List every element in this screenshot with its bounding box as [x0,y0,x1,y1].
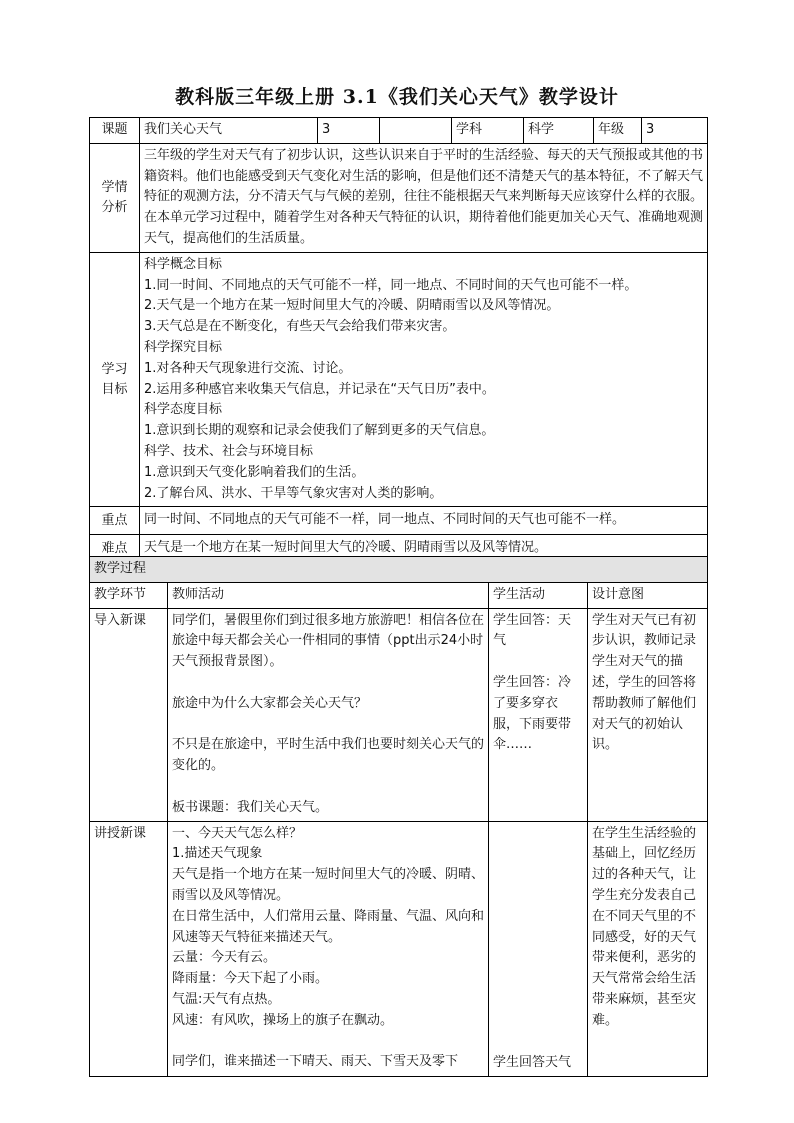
header-teacher: 教师活动 [168,582,489,608]
lesson-info-table [89,117,708,563]
teaching-process-table [89,556,708,1077]
period-value: 3 [318,118,380,144]
goal-line: 2.了解台风、洪水、干旱等气象灾害对人类的影响。 [144,485,443,501]
goal-line: 3.天气总是在不断变化，有些天气会给我们带来灾害。 [144,319,456,335]
subject-label: 学科 [452,118,524,144]
design-intent-new: 在学生生活经验的基础上，回忆经历过的各种天气，让学生充分发表自己在不同天气里的不同感受，好的天气带来便利，恶劣的天气常常会给生活带来麻烦，甚至灾难。 [588,821,708,1076]
student-activity-new: 学生回答天气 [489,821,588,1076]
goals-text [140,252,708,507]
goal-line: 1.意识到天气变化影响着我们的生活。 [144,464,365,480]
goal-line: 1.对各种天气现象进行交流、讨论。 [144,360,352,376]
stage-new-lesson: 讲授新课 [90,821,168,1076]
document-title: 教科版三年级上册 3.1《我们关心天气》教学设计 [175,86,619,108]
goal-line: 2.运用多种感官来收集天气信息，并记录在“天气日历”表中。 [144,381,495,397]
goal-line: 科学态度目标 [144,402,223,418]
analysis-label: 学情 分析 [90,143,140,252]
teacher-activity-new: 一、今天天气怎么样？ 1.描述天气现象 天气是指一个地方在某一短时间里大气的冷暖、阴晴、雨雪以及风等情况。 在日常生活中，人们常用云量、降雨量、气温、风向和风速等天气特征来描述天气。 云量：今天有云。 降雨量：今天下起了小雨。 气温:天气有点热。 风速：有风吹，操场上的旗子在飘动。 同学们，谁来描述一下晴天、雨天、下雪天及零下 [168,821,489,1076]
header-stage: 教学环节 [90,582,168,608]
difficulty-text: 天气是一个地方在某一短时间里大气的冷暖、阴晴雨雪以及风等情况。 [140,535,708,563]
student-activity-intro: 学生回答：天气 学生回答：冷了要多穿衣服，下雨要带伞…… [489,608,588,821]
header-intent: 设计意图 [588,582,708,608]
goal-line: 1.意识到长期的观察和记录会使我们了解到更多的天气信息。 [144,423,495,439]
design-intent-intro: 学生对天气已有初步认识，教师记录学生对天气的描述，学生的回答将帮助教师了解他们对天气的初始认识。 [588,608,708,821]
goals-label: 学习 目标 [90,252,140,507]
grade-label: 年级 [594,118,642,144]
teacher-activity-intro: 同学们，暑假里你们到过很多地方旅游吧！相信各位在旅途中每天都会关心一件相同的事情（ppt出示24小时天气预报背景图）。 旅途中为什么大家都会关心天气？ 不只是在旅途中，平时生活中我们也要时刻关心天气的变化的。 板书课题：我们关心天气。 [168,608,489,821]
empty-cell [380,118,452,144]
key-point-text: 同一时间、不同地点的天气可能不一样，同一地点、不同时间的天气也可能不一样。 [140,507,708,535]
subject-value: 科学 [524,118,594,144]
key-point-label: 重点 [90,507,140,535]
grade-value: 3 [642,118,708,144]
process-section-title: 教学过程 [90,557,708,583]
goal-line: 科学、技术、社会与环境目标 [144,443,314,459]
goal-line: 2.天气是一个地方在某一短时间里大气的冷暖、阴晴雨雪以及风等情况。 [144,298,560,314]
header-student: 学生活动 [489,582,588,608]
goal-line: 科学概念目标 [144,256,223,272]
goal-line: 科学探究目标 [144,339,223,355]
difficulty-label: 难点 [90,535,140,563]
course-label: 课题 [90,118,140,144]
analysis-text: 三年级的学生对天气有了初步认识，这些认识来自于平时的生活经验、每天的天气预报或其他的书籍资料。他们也能感受到天气变化对生活的影响，但是他们还不清楚天气的基本特征，不了解天气特征的观测方法，分不清天气与气候的差别，往往不能根据天气来判断每天应该穿什么样的衣服。在本单元学习过程中，随着学生对各种天气特征的认识，期待着他们能更加关心天气、准确地观测天气，提高他们的生活质量。 [140,143,708,252]
course-value: 我们关心天气 [140,118,318,144]
stage-intro: 导入新课 [90,608,168,821]
goal-line: 1.同一时间、不同地点的天气可能不一样，同一地点、不同时间的天气也可能不一样。 [144,277,638,293]
